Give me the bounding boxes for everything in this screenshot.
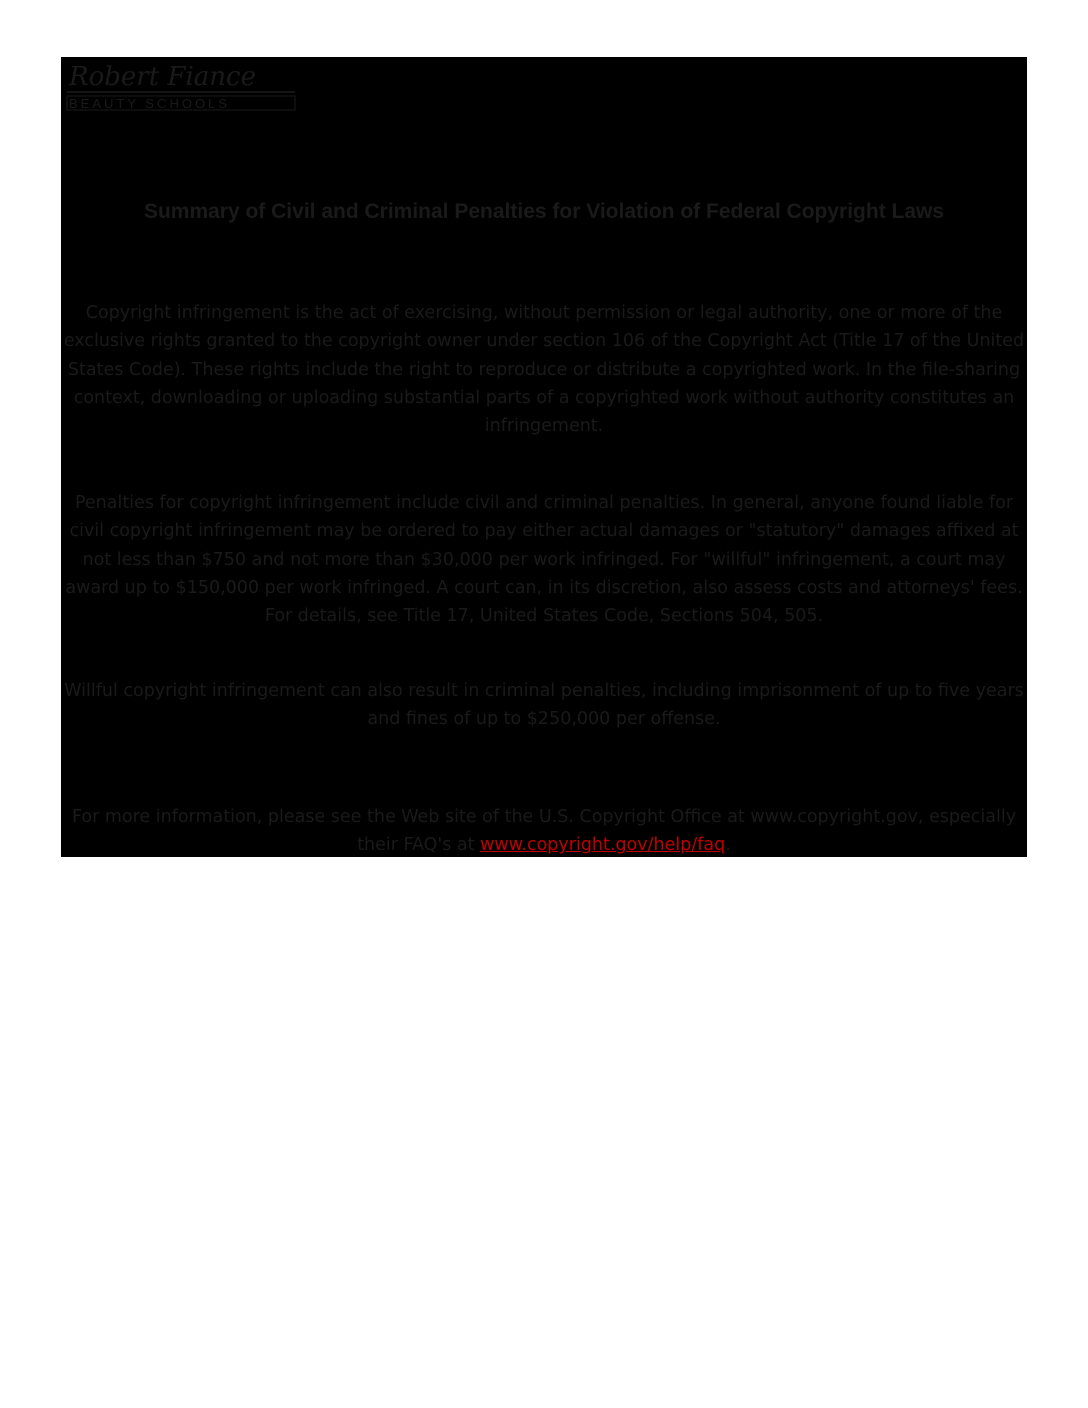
logo-subtitle-text: BEAUTY SCHOOLS bbox=[69, 96, 230, 111]
robert-fiance-logo bbox=[65, 59, 297, 113]
paragraph-more-information bbox=[61, 803, 1027, 857]
logo-script-text: Robert Fiance bbox=[69, 62, 256, 92]
paragraph-infringement-definition: Copyright infringement is the act of exercising, without permission or legal authority, one or more of the exclusive rights granted to the copyright owner under section 106 of the Copyright Act (Title 17 of the United States Code). These rights include the right to reproduce or distribute a copyrighted work. In the file-sharing context, downloading or uploading substantial parts of a copyrighted work without authority constitutes an infringement. bbox=[63, 303, 1025, 437]
paragraph-criminal-penalties: Willful copyright infringement can also result in criminal penalties, including imprisonment of up to five years and fines of up to $250,000 per offense. bbox=[64, 681, 1024, 730]
notice-panel bbox=[61, 57, 1027, 857]
page-title: Summary of Civil and Criminal Penalties for Violation of Federal Copyright Laws bbox=[143, 200, 945, 223]
paragraph-civil-penalties: Penalties for copyright infringement include civil and criminal penalties. In general, anyone found liable for civil copyright infringement may be ordered to pay either actual damages or "statutory" damages affixed at not less than $750 and not more than $30,000 per work infringed. For "willful" infringement, a court may award up to $150,000 per work infringed. A court can, in its discretion, also assess costs and attorneys' fees. For details, see Title 17, United States Code, Sections 504, 505. bbox=[65, 493, 1023, 627]
copyright-faq-link[interactable]: www.copyright.gov/help/faq bbox=[480, 835, 726, 856]
more-info-text: For more information, please see the Web site of the U.S. Copyright Office at www.copyright.gov, especially their FAQ's at bbox=[71, 807, 1017, 856]
more-info-period: . bbox=[725, 835, 731, 856]
